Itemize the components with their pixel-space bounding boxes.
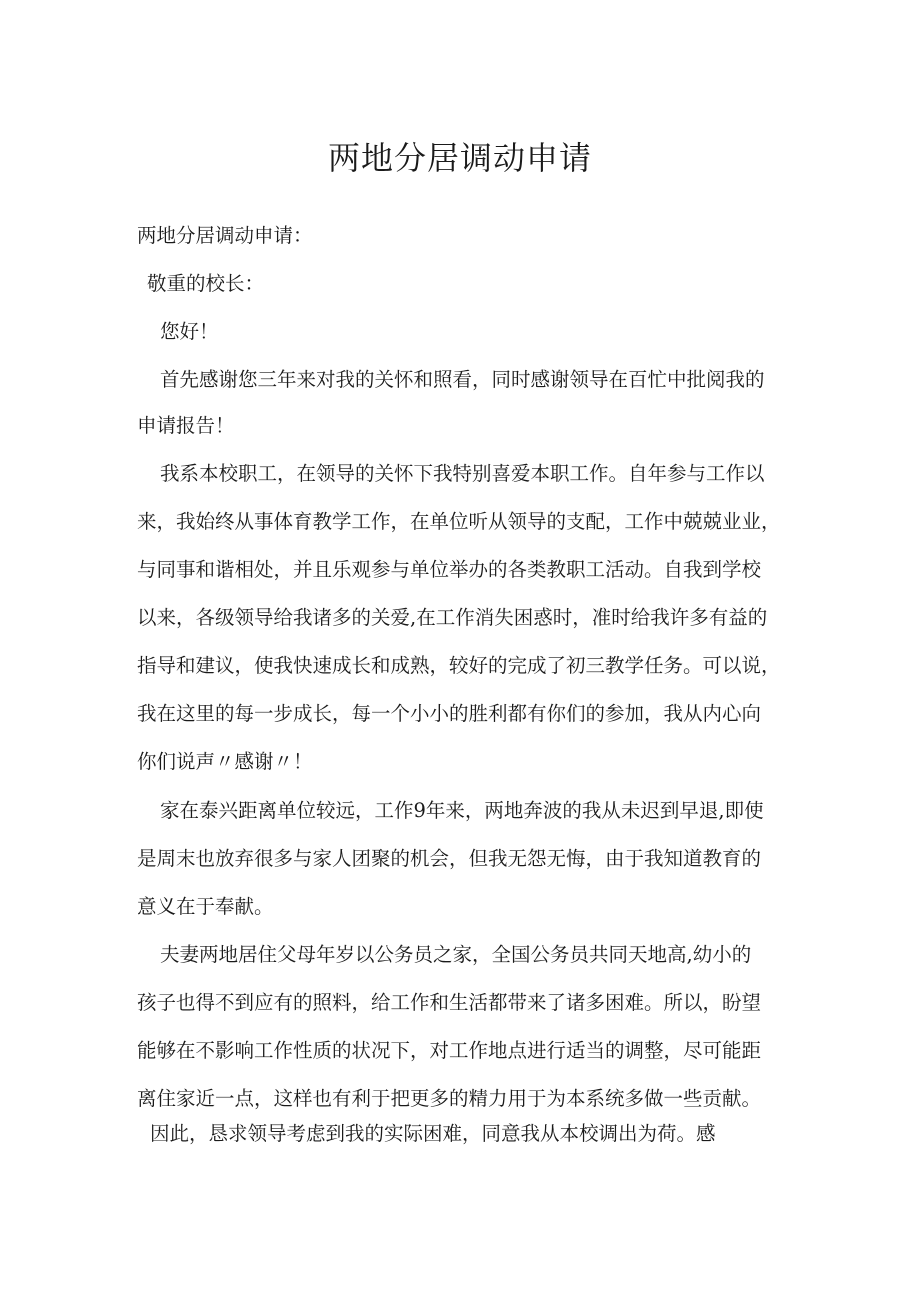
document-title: 两地分居调动申请 (327, 139, 592, 177)
paragraph-line: 是周末也放弃很多与家人团聚的机会，但我无怨无悔，由于我知道教育的 (137, 847, 762, 870)
paragraph-line: 以来，各级领导给我诸多的关爱,在工作消失困惑时，准时给我许多有益的 (137, 606, 768, 629)
paragraph-line: 来，我始终从事体育教学工作，在单位听从领导的支配，工作中兢兢业业， (137, 510, 781, 533)
paragraph-line: 申请报告！ (137, 414, 235, 437)
paragraph-line: 与同事和谐相处，并且乐观参与单位举办的各类教职工活动。自我到学校 (137, 558, 762, 581)
heading-line: 两地分居调动申请： (137, 224, 313, 247)
salutation: 敬重的校长： (147, 272, 265, 295)
paragraph-line: 你们说声〃感谢〃！ (137, 750, 313, 773)
paragraph-line: 离住家近一点，这样也有利于把更多的精力用于为本系统多做一些贡献。 (137, 1087, 762, 1110)
paragraph-line: 首先感谢您三年来对我的关怀和照看，同时感谢领导在百忙中批阅我的 (160, 368, 765, 391)
paragraph-line: 因此，恳求领导考虑到我的实际困难，同意我从本校调出为荷。感 (150, 1122, 716, 1145)
paragraph-line: 家在泰兴距离单位较远，工作9年来，两地奔波的我从未迟到早退,即使 (160, 799, 764, 822)
paragraph-line: 意义在于奉献。 (137, 895, 274, 918)
paragraph-line: 我在这里的每一步成长，每一个小小的胜利都有你们的参加，我从内心向 (137, 702, 762, 725)
paragraph-line: 指导和建议，使我快速成长和成熟，较好的完成了初三教学任务。可以说， (137, 654, 781, 677)
paragraph-line: 孩子也得不到应有的照料，给工作和生活都带来了诸多困难。所以，盼望 (137, 991, 762, 1014)
paragraph-line: 夫妻两地居住父母年岁以公务员之家，全国公务员共同天地高,幼小的 (160, 943, 752, 966)
paragraph-line: 我系本校职工，在领导的关怀下我特别喜爱本职工作。自年参与工作以 (160, 462, 765, 485)
greeting: 您好！ (160, 320, 219, 343)
paragraph-line: 能够在不影响工作性质的状况下，对工作地点进行适当的调整，尽可能距 (137, 1039, 762, 1062)
